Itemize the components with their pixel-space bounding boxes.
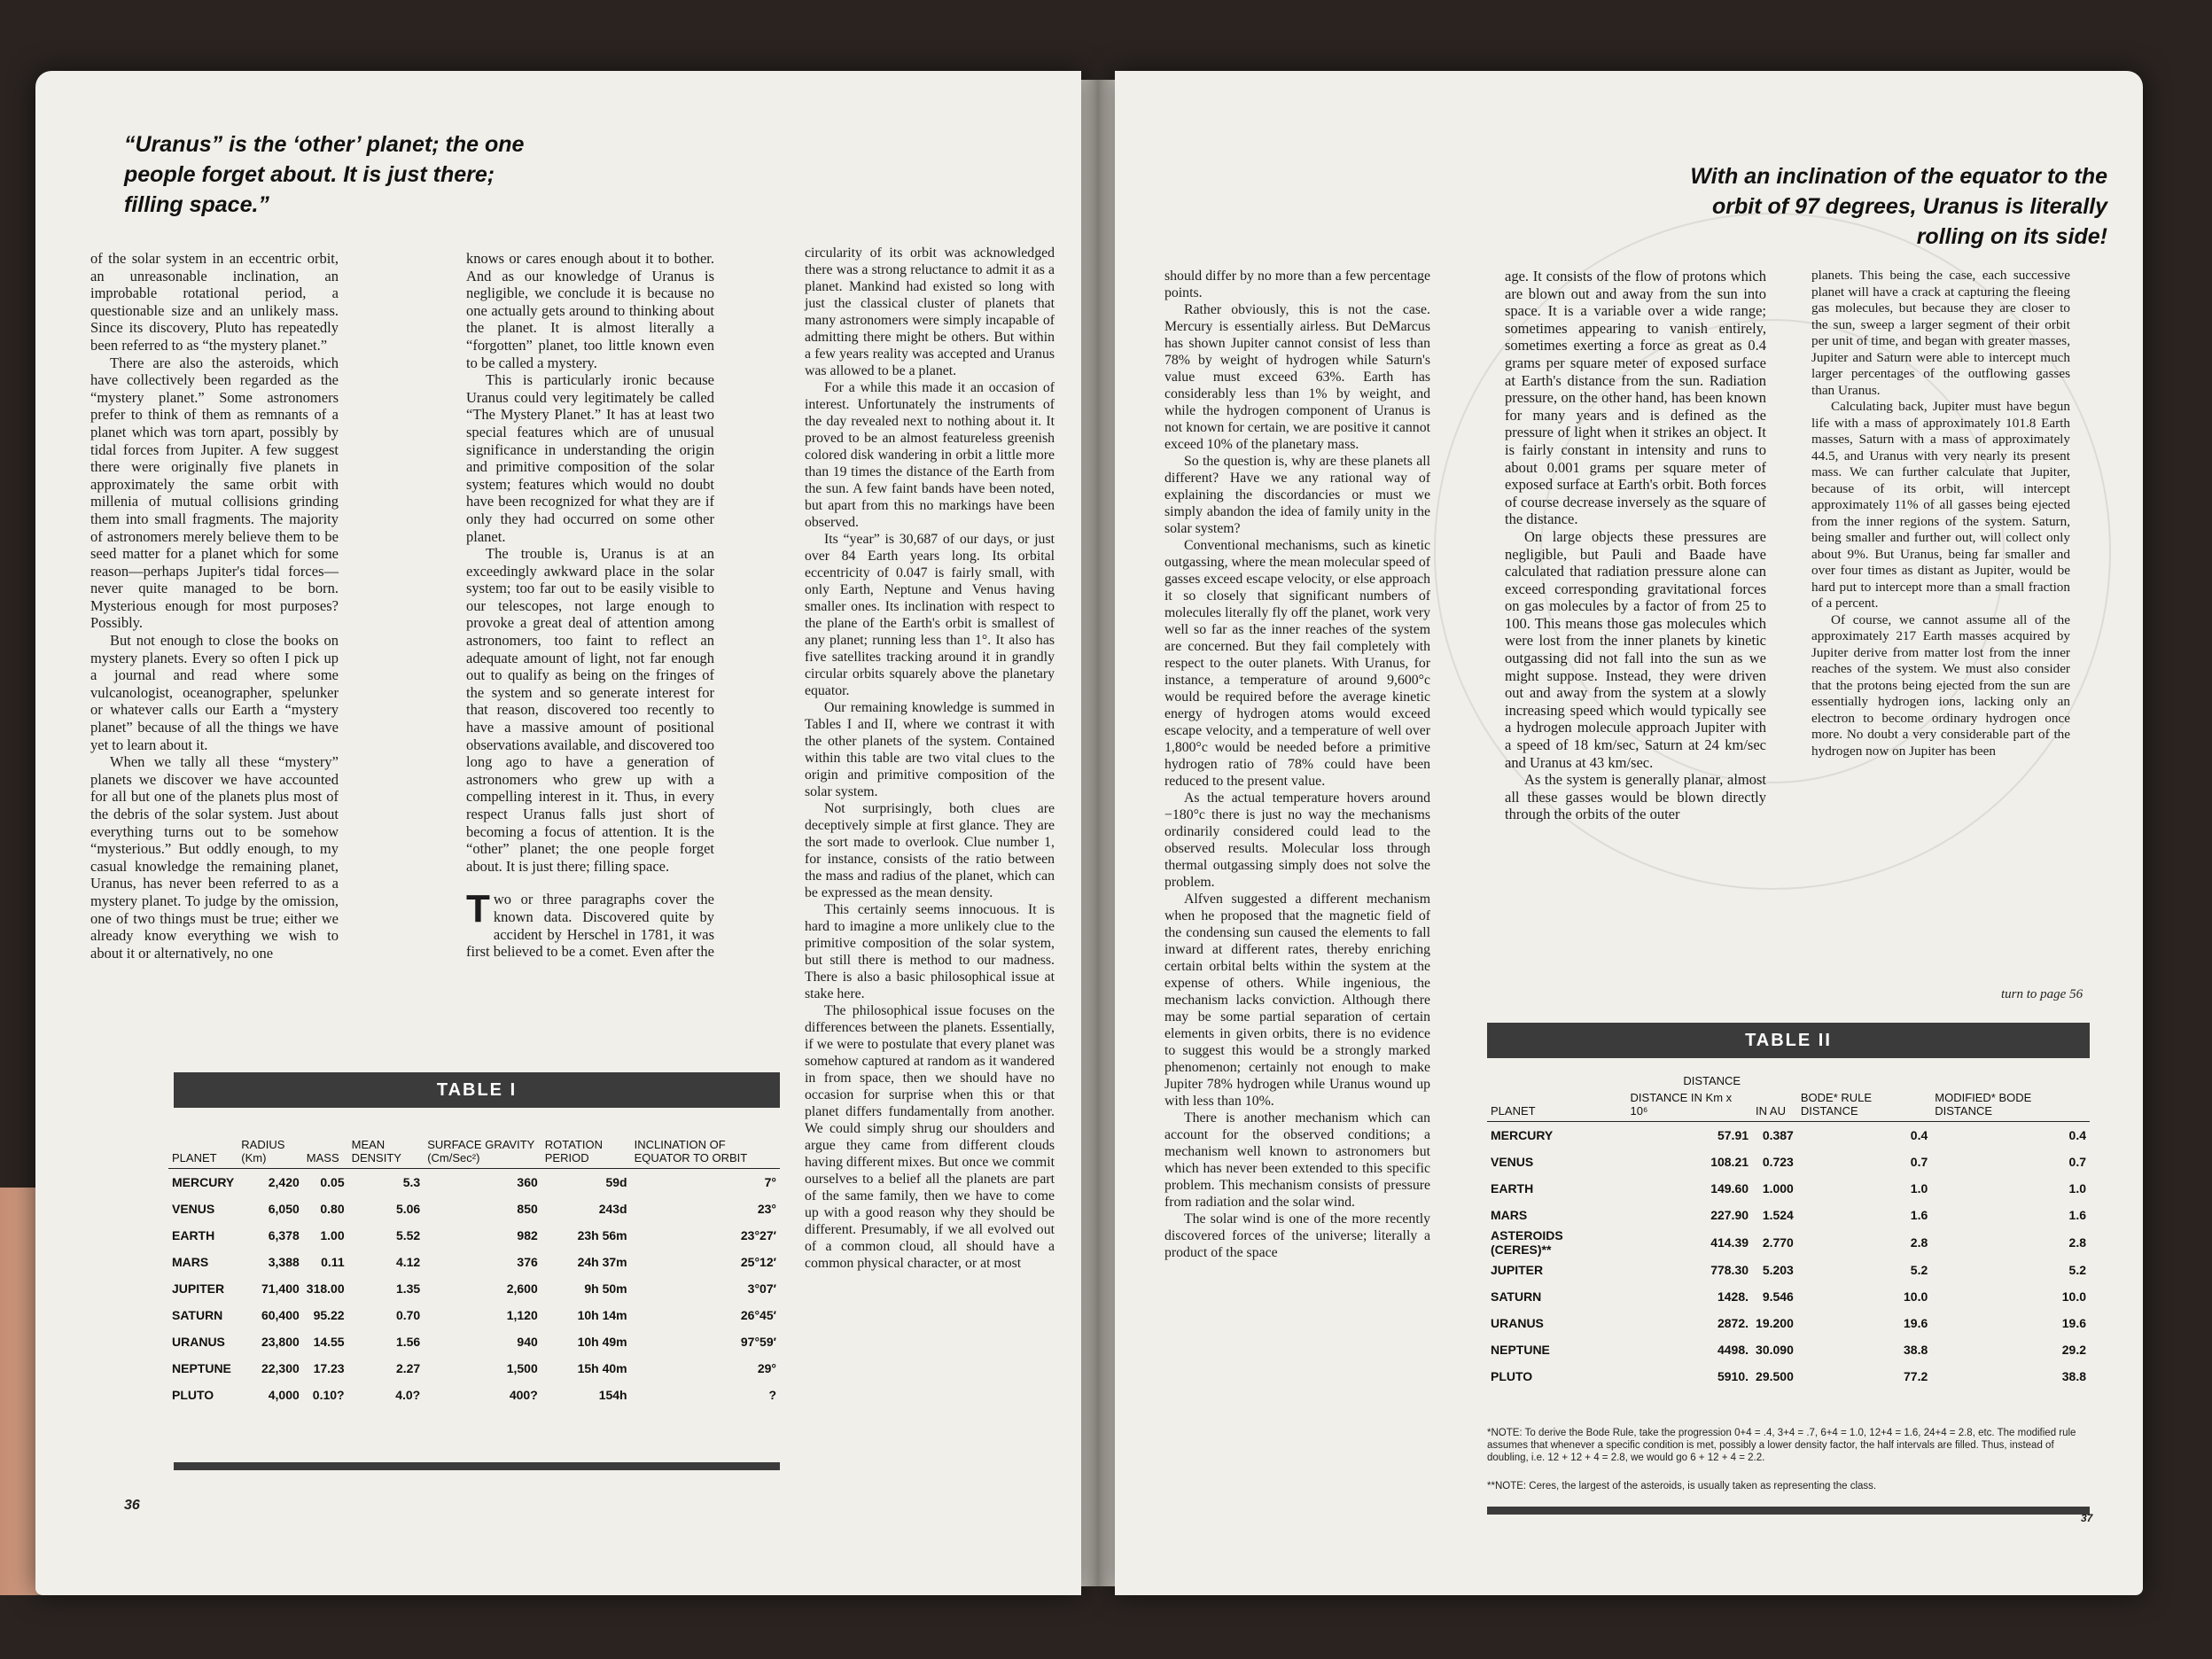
- planet-name-cell: MERCURY: [1491, 1128, 1554, 1142]
- table-header-cell: [1487, 1074, 1627, 1091]
- table-cell: 3°07′: [747, 1281, 776, 1296]
- table-1-body: [168, 1169, 780, 1409]
- table-cell: 9.546: [1762, 1289, 1794, 1304]
- table-header-cell: [1931, 1074, 2090, 1091]
- table-cell: 0.4: [2068, 1128, 2086, 1142]
- table-header-cell: ROTATION PERIOD: [541, 1138, 631, 1169]
- table-header-cell: PLANET: [1487, 1091, 1627, 1122]
- paragraph: For a while this made it an occasion of interest. Unfortunately the instruments of the day revealed next to nothing about it. It proved to be an almost featureless greenish colored disk wandering in orbit a little more than 19 times the distance of the Earth from the sun. A few faint bands have been noted, but apart from this no markings have been observed.: [805, 380, 1055, 530]
- paragraph: This is particularly ironic because Uranus could very legitimately be called “The Mystery Planet.” It has at least two special features which are of unusual significance in understanding the origin and primitive composition of the solar system; features which would no doubt have been recognized for what they are if only they had occurred on some other planet.: [466, 371, 714, 545]
- paragraph-with-dropcap: [466, 887, 714, 961]
- table-cell: 5.203: [1762, 1263, 1794, 1277]
- table-cell: 14.55: [313, 1335, 345, 1349]
- table-header-cell: RADIUS (Km): [238, 1138, 303, 1169]
- table-header-cell: MEAN DENSITY: [348, 1138, 424, 1169]
- table-cell: 29°: [757, 1361, 776, 1375]
- table-row: [1487, 1283, 2090, 1310]
- planet-name-cell: EARTH: [172, 1228, 215, 1242]
- table-header-cell: SURFACE GRAVITY (Cm/Sec²): [424, 1138, 541, 1169]
- left-pull-quote: “Uranus” is the ‘other’ planet; the one people forget about. It is just there; filling space.”: [124, 132, 525, 217]
- table-cell: 10.0: [2061, 1289, 2086, 1304]
- table-cell: 1.0: [2068, 1181, 2086, 1196]
- table-header-cell: INCLINATION OF EQUATOR TO ORBIT: [631, 1138, 780, 1169]
- table-cell: 10h 49m: [577, 1335, 627, 1349]
- page-number: 37: [2081, 1512, 2093, 1524]
- planet-name-cell: JUPITER: [1491, 1263, 1544, 1277]
- table-cell: 400?: [509, 1388, 538, 1402]
- table-2-note-2: **NOTE: Ceres, the largest of the asteroids, is usually taken as representing the class.: [1487, 1481, 1877, 1492]
- table-cell: 1.00: [320, 1228, 345, 1242]
- right-page: [1115, 71, 2143, 1595]
- planet-name-cell: MERCURY: [172, 1175, 235, 1189]
- table-cell: 2.27: [395, 1361, 421, 1375]
- table-cell: 2872.: [1717, 1316, 1749, 1330]
- table-row: [168, 1302, 780, 1328]
- planet-name-cell: ASTEROIDS (CERES)**: [1491, 1228, 1563, 1257]
- planet-name-cell: NEPTUNE: [1491, 1343, 1550, 1357]
- paragraph: knows or cares enough about it to bother. And as our knowledge of Uranus is negligible, we conclude it is because no one actually gets around to thinking about the planet. It is almost literally a “forgotten” planet, too little known even to be called a mystery.: [466, 250, 714, 371]
- table-cell: 376: [517, 1255, 538, 1269]
- paragraph: The philosophical issue focuses on the differences between the planets. Essentially, if we were to postulate that every planet was somehow captured at random as it wandered in from space, then we should have no occasion for surprise when this or that planet differs fundamentally from another. We could simply shrug our shoulders and argue they came from different clouds having different mixes. But once we commit ourselves to a belief all the planets are part of the same family, then we have to come up with a good reason why they should be different. Presumably, if we all evolved out of a common cloud, all should have a common physical character, or at most: [805, 1003, 1055, 1271]
- table-cell: 38.8: [2061, 1369, 2086, 1383]
- table-cell: 77.2: [1904, 1369, 1928, 1383]
- table-cell: 0.387: [1762, 1128, 1794, 1142]
- table-cell: 1.000: [1762, 1181, 1794, 1196]
- table-1-header-row: [168, 1138, 780, 1169]
- paragraph: The trouble is, Uranus is at an exceedingly awkward place in the solar system; too far out to be easily visible to our telescopes, not large enough to provoke a great deal of attention among astronomers, too faint to reflect an adequate amount of light, not far enough out to qualify as being on the fringes of the system and so generate interest for that reason, discovered too recently to have a massive amount of positional observations available, and discovered too long ago to have a generation of astronomers who grew up with a compelling interest in it. Thus, in every respect Uranus falls just short of becoming a focus of attention. It is the “other” planet; the one people forget about. It is just there; filling space.: [466, 545, 714, 875]
- paragraph: As the actual temperature hovers around −180°c there is just no way the mechanisms ordinarily considered could lead to the observed results. Molecular loss through thermal outgassing simply does not solve the problem.: [1164, 791, 1430, 890]
- paragraph: When we tally all these “mystery” planets we discover we have accounted for all but one of the planets plus most of the debris of the solar system. Just about everything turns out to be somehow “mysterious.” But oddly enough, to my casual knowledge the remaining planet, Uranus, has never been referred to as a mystery planet. To judge by the omission, one of two things must be true; either we already know everything we wish to about it or alternatively, no one: [90, 753, 339, 962]
- table-cell: 24h 37m: [577, 1255, 627, 1269]
- table-cell: 1.35: [395, 1281, 421, 1296]
- paragraph: Not surprisingly, both clues are deceptively simple at first glance. They are the sort made to overlook. Clue number 1, for instance, consists of the ratio between the mass and radius of the planet, which can be expressed as the mean density.: [805, 801, 1055, 900]
- paragraph: Our remaining knowledge is summed in Tables I and II, where we contrast it with the other planets of the system. Contained within this table are two vital clues to the origin and primitive composition of the solar system.: [805, 700, 1055, 799]
- table-cell: 23h 56m: [577, 1228, 627, 1242]
- table-cell: 9h 50m: [584, 1281, 627, 1296]
- paragraph: On large objects these pressures are negligible, but Pauli and Baade have calculated that radiation pressure alone can exceed corresponding gravitational forces on gas molecules by a factor of from 25 to 100. This means those gas molecules which were lost from the inner planets by kinetic outgassing did not fall into the sun as we might suppose. Instead, they were driven out and away from the system at a slowly increasing speed which would typically see a hydrogen molecule approach Jupiter with a speed of 18 km/sec, Saturn at 24 km/sec and Uranus at 43 km/sec.: [1505, 527, 1766, 771]
- table-cell: 0.723: [1762, 1155, 1794, 1169]
- paragraph: But not enough to close the books on mystery planets. Every so often I pick up a journal and read where some vulcanologist, oceanographer, spelunker or whatever calls our Earth a “mystery planet” because of all the things we have yet to learn about it.: [90, 632, 339, 753]
- table-cell: 3,388: [268, 1255, 300, 1269]
- table-cell: 4,000: [268, 1388, 300, 1402]
- table-cell: 850: [517, 1202, 538, 1216]
- table-cell: 414.39: [1710, 1235, 1749, 1250]
- planet-name-cell: VENUS: [172, 1202, 215, 1216]
- table-cell: 0.70: [395, 1308, 421, 1322]
- table-2-title-bar: TABLE II: [1487, 1023, 2090, 1058]
- table-header-cell: [1797, 1074, 1931, 1091]
- planet-name-cell: PLUTO: [1491, 1369, 1533, 1383]
- table-cell: 2.770: [1762, 1235, 1794, 1250]
- table-row: [1487, 1228, 2090, 1257]
- table-cell: 0.05: [320, 1175, 345, 1189]
- book-gutter: [1081, 80, 1115, 1586]
- table-row: [168, 1328, 780, 1355]
- table-2-distance-group-header: DISTANCE: [1683, 1074, 1741, 1087]
- table-row: [1487, 1363, 2090, 1390]
- table-cell: 19.200: [1756, 1316, 1794, 1330]
- paragraph: of the solar system in an eccentric orbit, an unreasonable inclination, an improbable rotational period, a questionable size and an unlikely mass. Since its discovery, Pluto has repeatedly been referred to as “the mystery planet.”: [90, 250, 339, 354]
- left-column-2: [466, 250, 714, 961]
- table-cell: 17.23: [313, 1361, 345, 1375]
- table-cell: 1,500: [506, 1361, 538, 1375]
- table-cell: 0.7: [2068, 1155, 2086, 1169]
- table-cell: 982: [517, 1228, 538, 1242]
- table-cell: 149.60: [1710, 1181, 1749, 1196]
- table-cell: 154h: [598, 1388, 627, 1402]
- left-column-1: [90, 250, 339, 962]
- table-2: [1487, 1074, 2090, 1390]
- table-cell: 0.4: [1910, 1128, 1928, 1142]
- table-row: [1487, 1175, 2090, 1202]
- paragraph: Of course, we cannot assume all of the approximately 217 Earth masses acquired by Jupiter derive from matter lost from the inner reaches of the system. We must also consider that the protons being ejected from the sun are essentially hydrogen ions, lacking only an electron to become ordinary hydrogen once more. No doubt a very considerable part of the hydrogen now on Jupiter has been: [1811, 611, 2070, 759]
- right-pull-quote: With an inclination of the equator to the orbit of 97 degrees, Uranus is literally rolling on its side!: [1690, 164, 2107, 249]
- paragraph: Calculating back, Jupiter must have begun life with a mass of approximately 101.8 Earth masses, Saturn with a mass of approximately 44.5, and Uranus with very nearly its present mass. We can further calculate that Jupiter, because of its orbit, will intercept approximately 11% of all gasses being ejected from the inner regions of the system. Saturn, being smaller and further out, will collect only about 9%. But Uranus, being far smaller and over four times as distant as Jupiter, would be hard put to intercept more than a small fraction of a percent.: [1811, 399, 2070, 611]
- planet-name-cell: SATURN: [172, 1308, 223, 1322]
- table-1-title-bar: TABLE I: [174, 1072, 780, 1108]
- table-cell: 23°: [757, 1202, 776, 1216]
- paragraph: The solar wind is one of the more recently discovered forces of the universe; literally a product of the space: [1164, 1211, 1430, 1260]
- table-cell: 5.52: [395, 1228, 421, 1242]
- table-cell: 10h 14m: [577, 1308, 627, 1322]
- planet-name-cell: EARTH: [1491, 1181, 1534, 1196]
- table-row: [1487, 1202, 2090, 1228]
- paragraph: Rather obviously, this is not the case. Mercury is essentially airless. But DeMarcus has shown Jupiter cannot consist of less than 78% by weight of hydrogen while Saturn's value must exceed 63%. Earth has considerably less than 1% by weight, and while the hydrogen component of Uranus is not known for certain, we are positive it cannot exceed 10% of the planetary mass.: [1164, 302, 1430, 452]
- table-cell: 7°: [764, 1175, 776, 1189]
- table-cell: 1428.: [1717, 1289, 1749, 1304]
- table-row: [1487, 1122, 2090, 1149]
- paragraph: So the question is, why are these planets all different? Have we any rational way of explaining the discordancies or must we simply abandon the idea of family unity in the solar system?: [1164, 454, 1430, 536]
- table-1-bottom-rule: [174, 1462, 780, 1470]
- table-2-note-1: *NOTE: To derive the Bode Rule, take the progression 0+4 = .4, 3+4 = .7, 6+4 = 1.0, 12+4 = 1.6, 24+4 = 2.8, etc. The modified rule assumes that whenever a specific condition is met, possibly a lower density factor, the half intervals are filled. Thus, instead of doubling, i.e. 12 + 12 + 4 = 2.8, we would go 6 + 12 + 4 = 2.2.: [1487, 1428, 2076, 1463]
- planet-name-cell: MARS: [172, 1255, 209, 1269]
- table-cell: 71,400: [261, 1281, 300, 1296]
- table-cell: 0.7: [1910, 1155, 1928, 1169]
- table-cell: 15h 40m: [577, 1361, 627, 1375]
- table-cell: 1.524: [1762, 1208, 1794, 1222]
- table-row: [168, 1249, 780, 1275]
- table-cell: 59d: [605, 1175, 627, 1189]
- table-cell: 778.30: [1710, 1263, 1749, 1277]
- table-cell: 26°45′: [740, 1308, 776, 1322]
- dropcap: T: [466, 887, 490, 931]
- table-cell: ?: [768, 1388, 776, 1402]
- planet-name-cell: SATURN: [1491, 1289, 1542, 1304]
- table-row: [1487, 1310, 2090, 1336]
- table-header-cell: IN AU: [1752, 1091, 1797, 1122]
- planet-name-cell: MARS: [1491, 1208, 1528, 1222]
- paragraph: Its “year” is 30,687 of our days, or just over 84 Earth years long. Its orbital eccentricity of 0.047 is fairly small, with only Earth, Neptune and Venus having smaller ones. Its inclination with respect to the plane of the Earth's orbit is smallest of any planet; running less than 1°. It also has five satellites tracking around it in grandly circular orbits squarely above the planetary equator.: [805, 532, 1055, 698]
- table-cell: 4498.: [1717, 1343, 1749, 1357]
- table-cell: 1.6: [2068, 1208, 2086, 1222]
- table-2-bottom-rule: [1487, 1507, 2090, 1515]
- paragraph: As the system is generally planar, almost all these gasses would be blown directly through the orbits of the outer: [1505, 771, 1766, 823]
- table-cell: 19.6: [2061, 1316, 2086, 1330]
- right-column-2: [1505, 268, 1766, 823]
- planet-name-cell: PLUTO: [172, 1388, 214, 1402]
- table-cell: 1.56: [395, 1335, 421, 1349]
- table-cell: 2.8: [2068, 1235, 2086, 1250]
- paragraph: Alfven suggested a different mechanism when he proposed that the magnetic field of the condensing sun caused the elements to fall inward at different rates, thereby enriching certain orbital belts within the system at the expense of others. While ingenious, the mechanism lacks conviction. Although there may be some partial separation of certain elements in given orbits, there is no evidence to suggest this would be a strongly marked phenomenon; certainly not enough to make Jupiter 78% hydrogen while Uranus wound up with less than 10%.: [1164, 892, 1430, 1109]
- table-cell: 38.8: [1904, 1343, 1928, 1357]
- paragraph: There are also the asteroids, which have collectively been regarded as the “mystery planet.” Some astronomers prefer to think of them as remnants of a planet which was torn apart, possibly by tidal forces from Jupiter. A few suggest there were originally five planets in approximately the same orbit with millenia of mutual collisions grinding them into small fragments. The majority of astronomers merely believe them to be seed matter for a planet which for some reason—perhaps Jupiter's tidal forces—never quite managed to be born. Mysterious enough for most purposes? Possibly.: [90, 354, 339, 632]
- table-header-cell: BODE* RULE DISTANCE: [1797, 1091, 1931, 1122]
- table-cell: 4.12: [395, 1255, 421, 1269]
- table-cell: 0.80: [320, 1202, 345, 1216]
- right-column-3: [1811, 268, 2070, 759]
- table-cell: 23,800: [261, 1335, 300, 1349]
- planet-name-cell: VENUS: [1491, 1155, 1534, 1169]
- table-cell: 227.90: [1710, 1208, 1749, 1222]
- table-cell: 19.6: [1904, 1316, 1928, 1330]
- table-header-cell: PLANET: [168, 1138, 238, 1169]
- table-cell: 5.2: [2068, 1263, 2086, 1277]
- table-cell: 10.0: [1904, 1289, 1928, 1304]
- table-row: [1487, 1149, 2090, 1175]
- table-cell: 6,378: [268, 1228, 300, 1242]
- table-header-cell: MASS: [303, 1138, 348, 1169]
- table-row: [168, 1222, 780, 1249]
- table-cell: 243d: [598, 1202, 627, 1216]
- table-cell: 0.10?: [312, 1388, 345, 1402]
- table-2-body: [1487, 1122, 2090, 1390]
- table-row: [168, 1382, 780, 1408]
- table-cell: 95.22: [313, 1308, 345, 1322]
- left-column-3: [805, 245, 1055, 1272]
- table-cell: 60,400: [261, 1308, 300, 1322]
- paragraph: This certainly seems innocuous. It is hard to imagine a more unlikely clue to the primitive composition of the solar system, but still there is method to our madness. There is also a basic philosophical issue at stake here.: [805, 902, 1055, 1001]
- table-cell: 940: [517, 1335, 538, 1349]
- table-header-cell: MODIFIED* BODE DISTANCE: [1931, 1091, 2090, 1122]
- planet-name-cell: JUPITER: [172, 1281, 225, 1296]
- table-cell: 5.2: [1910, 1263, 1928, 1277]
- table-header-cell: DISTANCE IN Km x 10⁶: [1627, 1091, 1752, 1122]
- turn-page-link[interactable]: turn to page 56: [2001, 987, 2083, 1001]
- planet-name-cell: NEPTUNE: [172, 1361, 231, 1375]
- table-row: [168, 1355, 780, 1382]
- table-cell: 2,420: [268, 1175, 300, 1189]
- table-1: [168, 1138, 780, 1408]
- planet-name-cell: URANUS: [1491, 1316, 1544, 1330]
- paragraph: There is another mechanism which can account for the observed conditions; a mechanism well known to astronomers but which has never been extended to this specific problem. This mechanism consists of pressure from radiation and the solar wind.: [1164, 1110, 1430, 1210]
- table-row: [1487, 1336, 2090, 1363]
- table-cell: 6,050: [268, 1202, 300, 1216]
- page-number: 36: [124, 1498, 140, 1513]
- paragraph: Conventional mechanisms, such as kinetic outgassing, where the mean molecular speed of gasses exceed escape velocity, or else approach it so closely that significant numbers of molecules literally fly off the planet, work very well so far as the inner reaches of the system are concerned. But they fail completely with respect to the outer planets. With Uranus, for instance, a temperature of around 9,600°c would be required before the average kinetic energy of hydrogen atoms would exceed escape velocity, and a temperature of well over 1,800°c would be needed before a primitive hydrogen ratio of 78% could have been reduced to the present value.: [1164, 538, 1430, 789]
- table-cell: 2,600: [506, 1281, 538, 1296]
- table-row: [1487, 1257, 2090, 1283]
- table-cell: 5.06: [395, 1202, 421, 1216]
- table-cell: 1,120: [506, 1308, 538, 1322]
- paragraph: circularity of its orbit was acknowledged there was a strong reluctance to admit it as a planet. Mankind had existed so long with just the classical cluster of planets that many astronomers were simply incapable of admitting there might be others. But within a few years reality was accepted and Uranus was allowed to be a planet.: [805, 245, 1055, 378]
- table-cell: 29.2: [2061, 1343, 2086, 1357]
- table-cell: 360: [517, 1175, 538, 1189]
- table-cell: 0.11: [321, 1255, 345, 1269]
- table-cell: 5910.: [1717, 1369, 1749, 1383]
- planet-name-cell: URANUS: [172, 1335, 225, 1349]
- table-row: [168, 1275, 780, 1302]
- table-cell: 5.3: [402, 1175, 421, 1189]
- table-cell: 57.91: [1717, 1128, 1749, 1142]
- table-cell: 1.6: [1910, 1208, 1928, 1222]
- table-row: [168, 1196, 780, 1222]
- table-cell: 23°27′: [740, 1228, 776, 1242]
- table-cell: 22,300: [261, 1361, 300, 1375]
- left-page: [35, 71, 1081, 1595]
- table-cell: 1.0: [1910, 1181, 1928, 1196]
- table-cell: 2.8: [1910, 1235, 1928, 1250]
- table-cell: 4.0?: [395, 1388, 421, 1402]
- paragraph: age. It consists of the flow of protons which are blown out and away from the sun into space. It is a variable over a wide range; sometimes appearing to vanish entirely, sometimes exerting a force as great as 0.4 grams per square meter of exposed surface at Earth's distance from the sun. Radiation pressure, on the other hand, has been known for many years and is defined as the pressure of light when it strikes an object. It is fairly constant in intensity and runs to about 0.001 grams per square meter of exposed surface at Earth's orbit. Both forces of course decrease inversely as the square of the distance.: [1505, 268, 1766, 528]
- table-cell: 318.00: [306, 1281, 345, 1296]
- paragraph: planets. This being the case, each successive planet will have a crack at capturing the fleeing gas molecules, but because they are closer to the sun, sweep a larger segment of their orbit per unit of time, and began with greater masses, Jupiter and Saturn were able to intercept much larger percentages of the outflowing gasses than Uranus.: [1811, 268, 2070, 398]
- paragraph: should differ by no more than a few percentage points.: [1164, 269, 1430, 300]
- table-cell: 25°12′: [740, 1255, 776, 1269]
- table-row: [168, 1169, 780, 1196]
- table-cell: 30.090: [1756, 1343, 1794, 1357]
- table-2-group-row: [1487, 1074, 2090, 1091]
- right-column-1: [1164, 268, 1430, 1261]
- paragraph-text: wo or three paragraphs cover the known data. Discovered quite by accident by Herschel in 1781, it was first believed to be a comet. Even after the: [466, 891, 714, 961]
- table-cell: 29.500: [1756, 1369, 1794, 1383]
- table-2-header-row: [1487, 1091, 2090, 1122]
- table-cell: 108.21: [1710, 1155, 1749, 1169]
- table-cell: 97°59′: [740, 1335, 776, 1349]
